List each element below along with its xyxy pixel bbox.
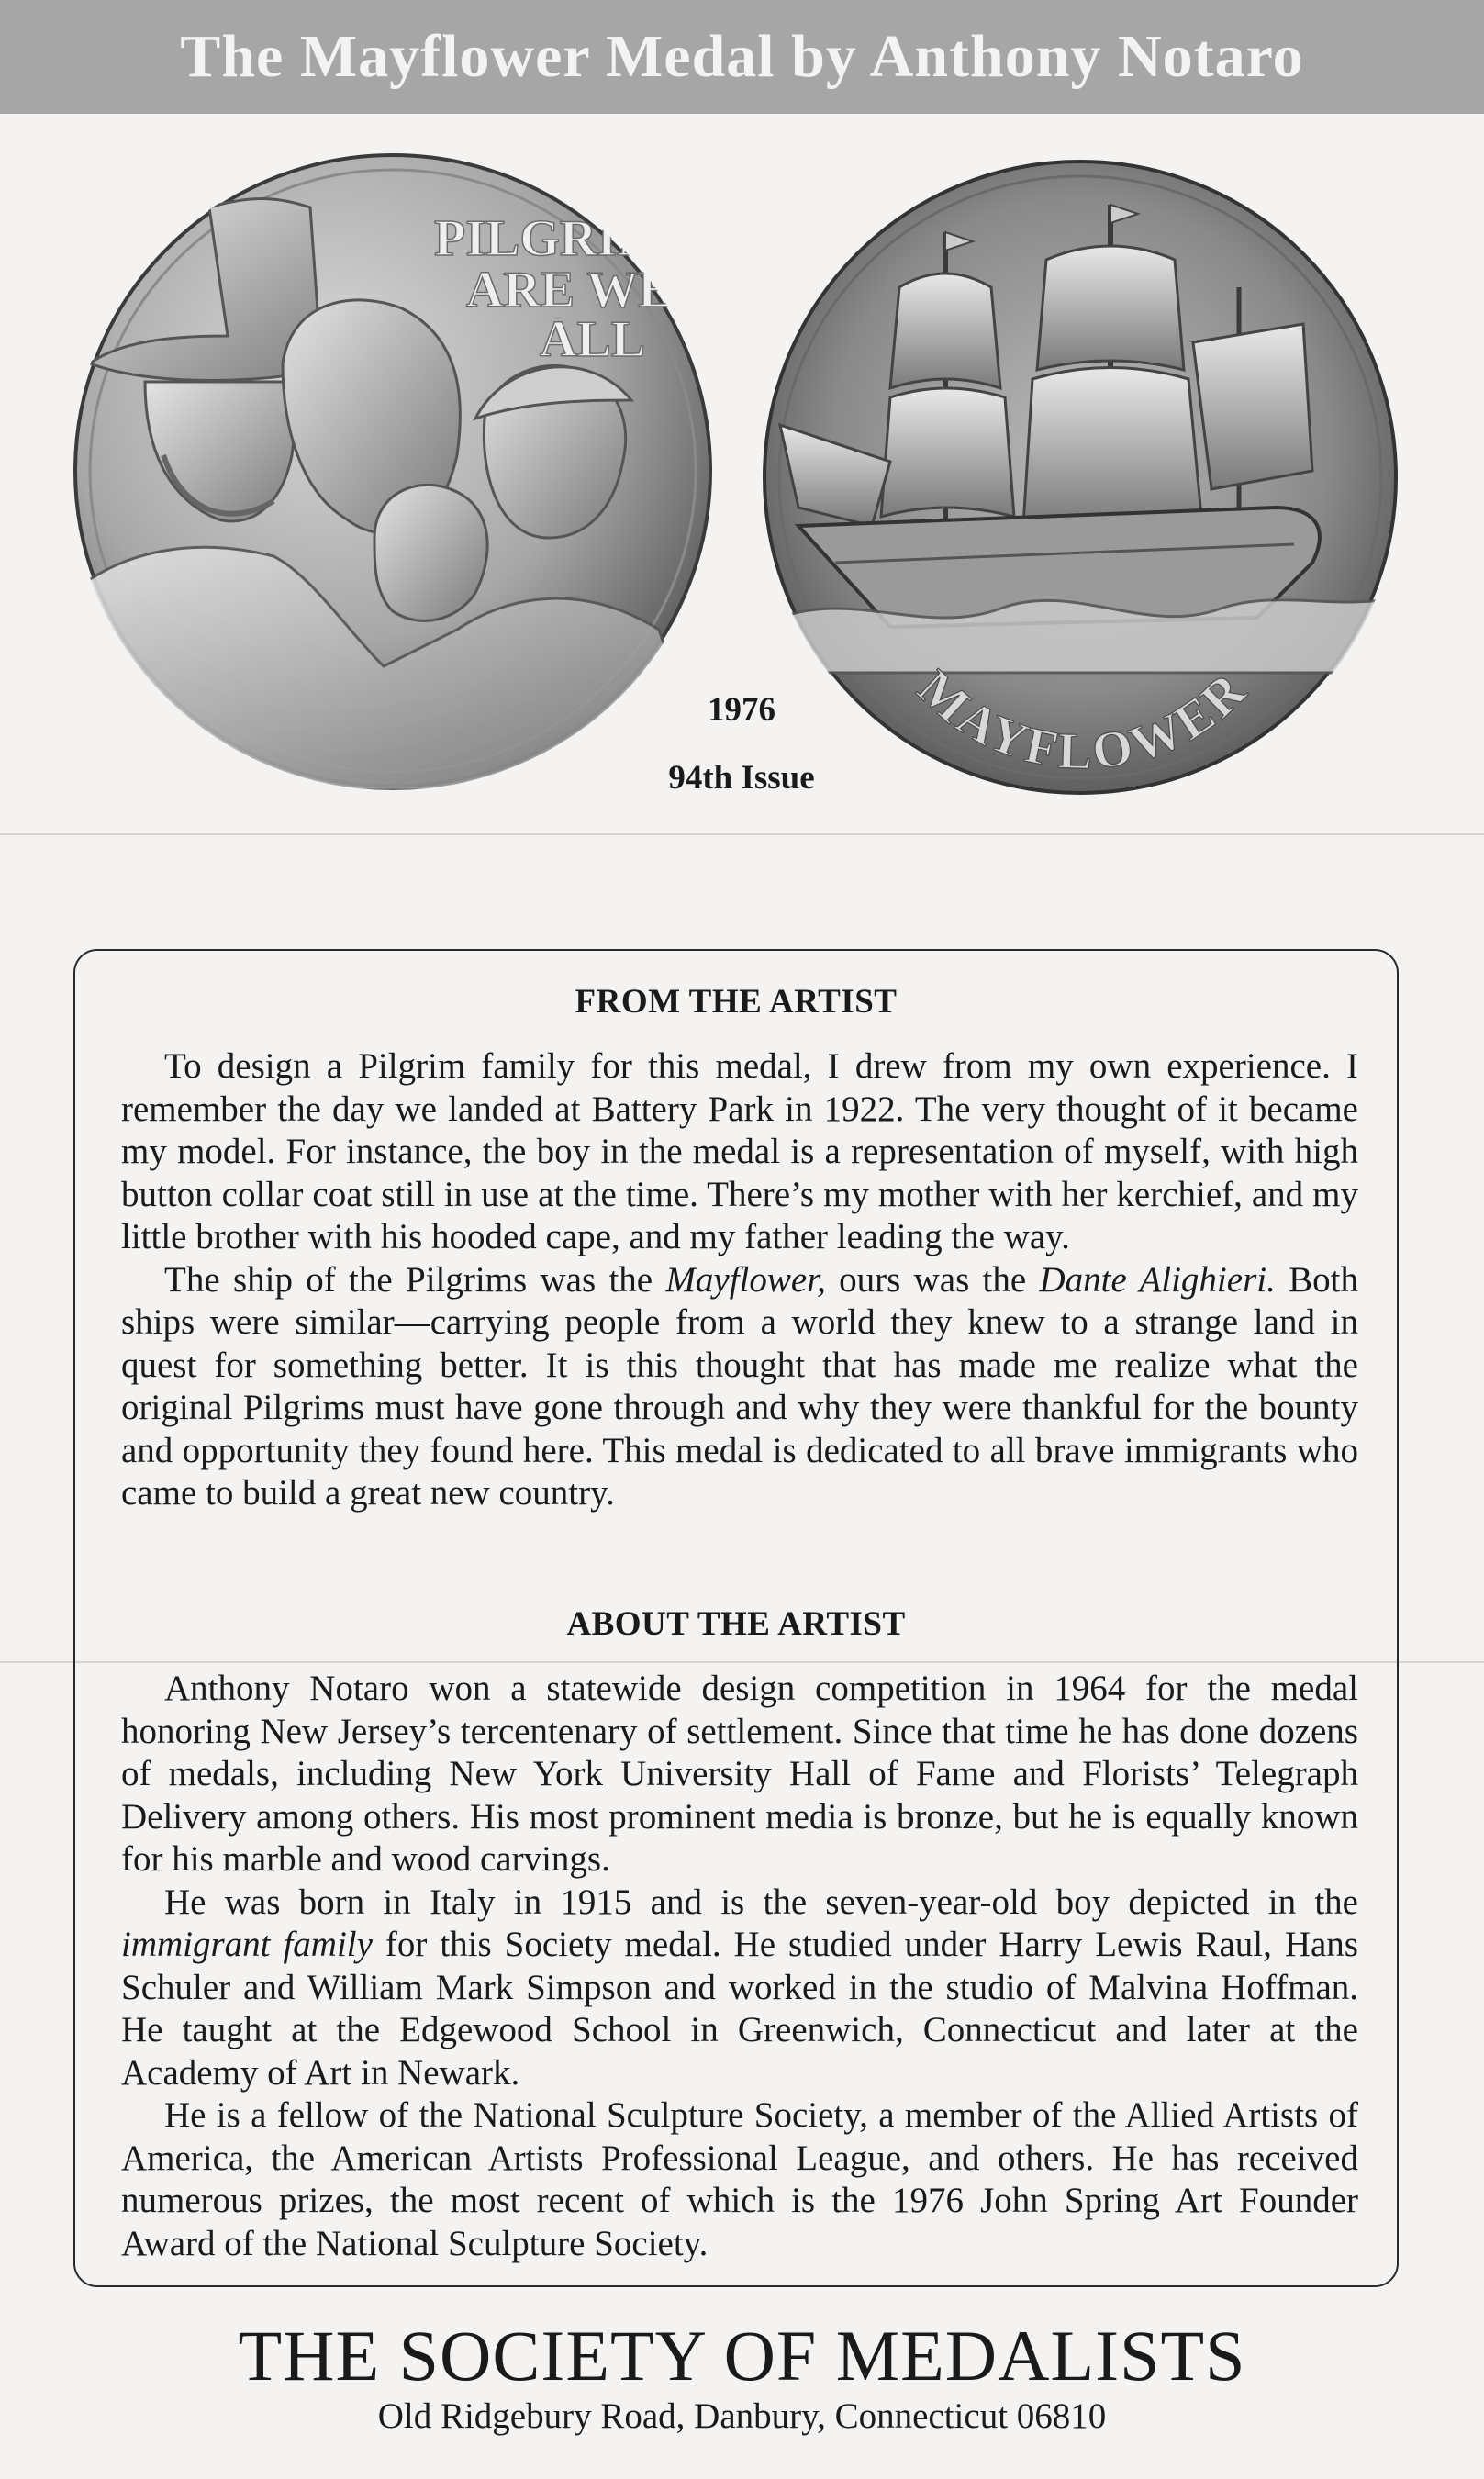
about-artist-text: [121, 1668, 1358, 2265]
obverse-medal-image: [72, 152, 714, 790]
obverse-inscription-line3: ALL: [540, 311, 646, 368]
text-span: for this Society medal. He studied under Harry Lewis Raul, Hans Schuler and William Mark Simpson and worked in the studio of Malvina Hoffman. He taught at the Edgewood School in Greenwich, Connecticut and later at the Academy of Art in Newark.: [121, 1925, 1358, 2093]
about-artist-paragraph-1: Anthony Notaro won a statewide design competition in 1964 for the medal honoring New Jersey’s tercentenary of settlement. Since that time he has done dozens of medals, including New York University Hall of Fame and Florists’ Telegraph Delivery among others. His most prominent media is bronze, but he is equally known for his marble and wood carvings.: [121, 1669, 1358, 1879]
text-span: The ship of the Pilgrims was the: [164, 1259, 666, 1300]
organization-address: Old Ridgebury Road, Danbury, Connecticut 06810: [377, 2396, 1107, 2436]
page-title: The Mayflower Medal by Anthony Notaro: [180, 23, 1304, 90]
ship-name-dante-alighieri: Dante Alighieri.: [1039, 1259, 1276, 1300]
text-span: He was born in Italy in 1915 and is the seven-year-old boy depicted in the: [164, 1882, 1358, 1922]
text-span: Both ships were similar—carrying people from a world they knew to a strange land in quest for something better. It is this thought that has made me realize what the original Pilgrims must have gone through and why they were thankful for the bounty and opportunity they found here. This medal is dedicated to all brave immigrants who came to build a great new country.: [121, 1259, 1358, 1513]
about-artist-heading: ABOUT THE ARTIST: [566, 1605, 906, 1643]
medal-year: 1976: [708, 691, 775, 729]
reverse-inscription: MAYFLOWER: [906, 659, 1259, 781]
about-artist-paragraph-3: He is a fellow of the National Sculpture Society, a member of the Allied Artists of America, the American Artists Professional League, and others. He has received numerous prizes, the most recent of which is the 1976 John Spring Art Founder Award of the National Sculpture Society.: [121, 2095, 1358, 2263]
from-artist-paragraph-2: [121, 1259, 1358, 1515]
fold-line: [0, 833, 1484, 835]
header-banner: [0, 0, 1484, 114]
text-span: ours was the: [825, 1259, 1040, 1300]
organization-name: THE SOCIETY OF MEDALISTS: [238, 2316, 1246, 2395]
medal-issue: 94th Issue: [668, 759, 815, 797]
from-artist-paragraph-1: To design a Pilgrim family for this medal, I drew from my own experience. I remember the day we landed at Battery Park in 1922. The very thought of it became my model. For instance, the boy in the medal is a representation of myself, with high button collar coat still in use at the time. There’s my mother with her kerchief, and my little brother with his hooded cape, and my father leading the way.: [121, 1046, 1358, 1256]
obverse-inscription-line1: PILGRIMS: [434, 210, 695, 267]
ship-name-mayflower: Mayflower,: [665, 1259, 826, 1300]
about-artist-paragraph-2: [121, 1882, 1358, 2095]
from-artist-text: [121, 1045, 1358, 1515]
from-artist-heading: FROM THE ARTIST: [575, 983, 898, 1021]
reverse-medal-image: [762, 159, 1400, 797]
obverse-inscription-line2: ARE WE: [466, 262, 673, 318]
immigrant-family-phrase: immigrant family: [121, 1925, 373, 1964]
